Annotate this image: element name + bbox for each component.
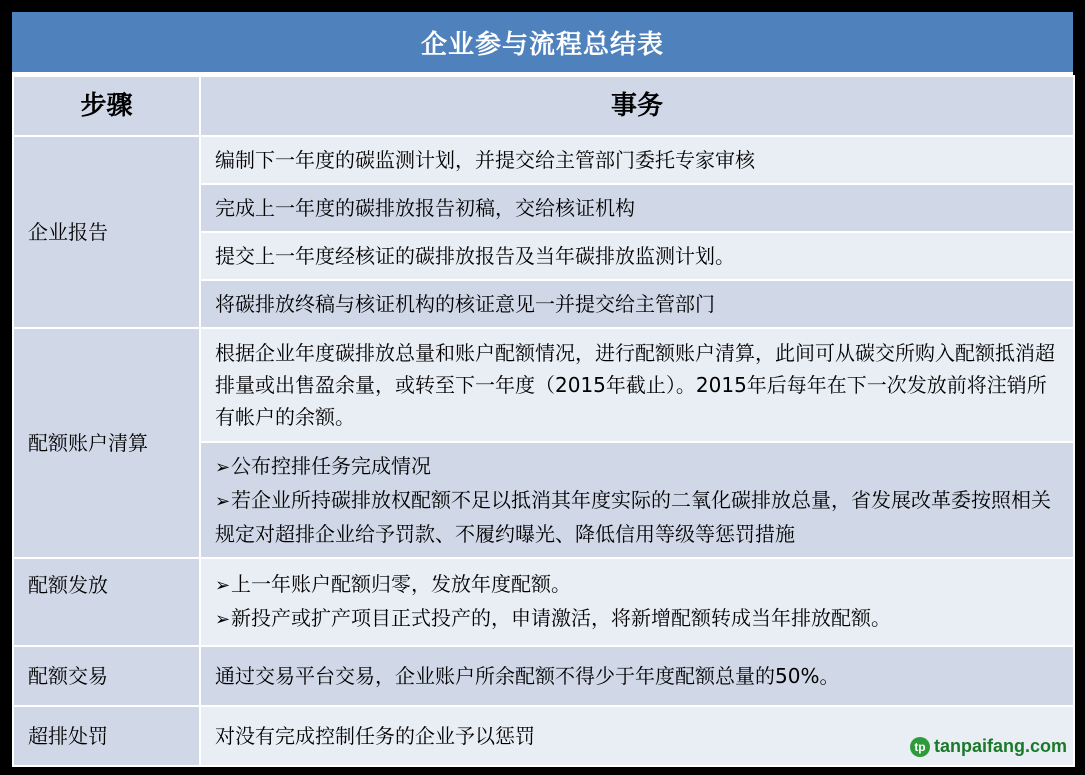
watermark <box>910 736 1067 757</box>
summary-table-frame <box>12 12 1073 763</box>
tanpaifang-logo-icon: tp <box>910 737 930 757</box>
list-item: ➢公布控排任务完成情况 <box>215 450 1063 484</box>
table-row <box>13 558 1074 646</box>
arrow-bullet-icon: ➢ <box>215 575 231 596</box>
list-item: ➢上一年账户配额归零，发放年度配额。 <box>215 568 1063 602</box>
step-cell: 配额发放 <box>13 558 200 646</box>
task-cell-bullets <box>200 442 1074 558</box>
task-cell-bullets <box>200 558 1074 646</box>
task-cell: 对没有完成控制任务的企业予以惩罚 <box>200 706 1074 766</box>
step-cell: 配额账户清算 <box>13 328 200 558</box>
header-step: 步骤 <box>13 76 200 136</box>
step-cell: 超排处罚 <box>13 706 200 766</box>
header-task: 事务 <box>200 76 1074 136</box>
step-cell: 企业报告 <box>13 136 200 328</box>
header-row <box>13 76 1074 136</box>
task-cell: 编制下一年度的碳监测计划，并提交给主管部门委托专家审核 <box>200 136 1074 184</box>
table-row <box>13 136 1074 184</box>
task-cell: 通过交易平台交易，企业账户所余配额不得少于年度配额总量的50%。 <box>200 646 1074 706</box>
list-item: ➢若企业所持碳排放权配额不足以抵消其年度实际的二氧化碳排放总量，省发展改革委按照相关规定对超排企业给予罚款、不履约曝光、降低信用等级等惩罚措施 <box>215 488 1051 546</box>
table-title: 企业参与流程总结表 <box>12 12 1073 75</box>
step-cell: 配额交易 <box>13 646 200 706</box>
process-table <box>12 75 1075 767</box>
arrow-bullet-icon: ➢ <box>215 609 231 630</box>
arrow-bullet-icon: ➢ <box>215 457 231 478</box>
arrow-bullet-icon: ➢ <box>215 491 231 512</box>
table-row <box>13 328 1074 442</box>
task-cell: 提交上一年度经核证的碳排放报告及当年碳排放监测计划。 <box>200 232 1074 280</box>
task-cell: 完成上一年度的碳排放报告初稿，交给核证机构 <box>200 184 1074 232</box>
watermark-text: tanpaifang.com <box>933 736 1067 756</box>
task-cell: 根据企业年度碳排放总量和账户配额情况，进行配额账户清算，此间可从碳交所购入配额抵消超排量或出售盈余量，或转至下一年度（2015年截止）。2015年后每年在下一次发放前将注销所有帐户的余额。 <box>200 328 1074 442</box>
task-cell: 将碳排放终稿与核证机构的核证意见一并提交给主管部门 <box>200 280 1074 328</box>
list-item: ➢新投产或扩产项目正式投产的，申请激活，将新增配额转成当年排放配额。 <box>215 602 1063 636</box>
table-row <box>13 646 1074 706</box>
